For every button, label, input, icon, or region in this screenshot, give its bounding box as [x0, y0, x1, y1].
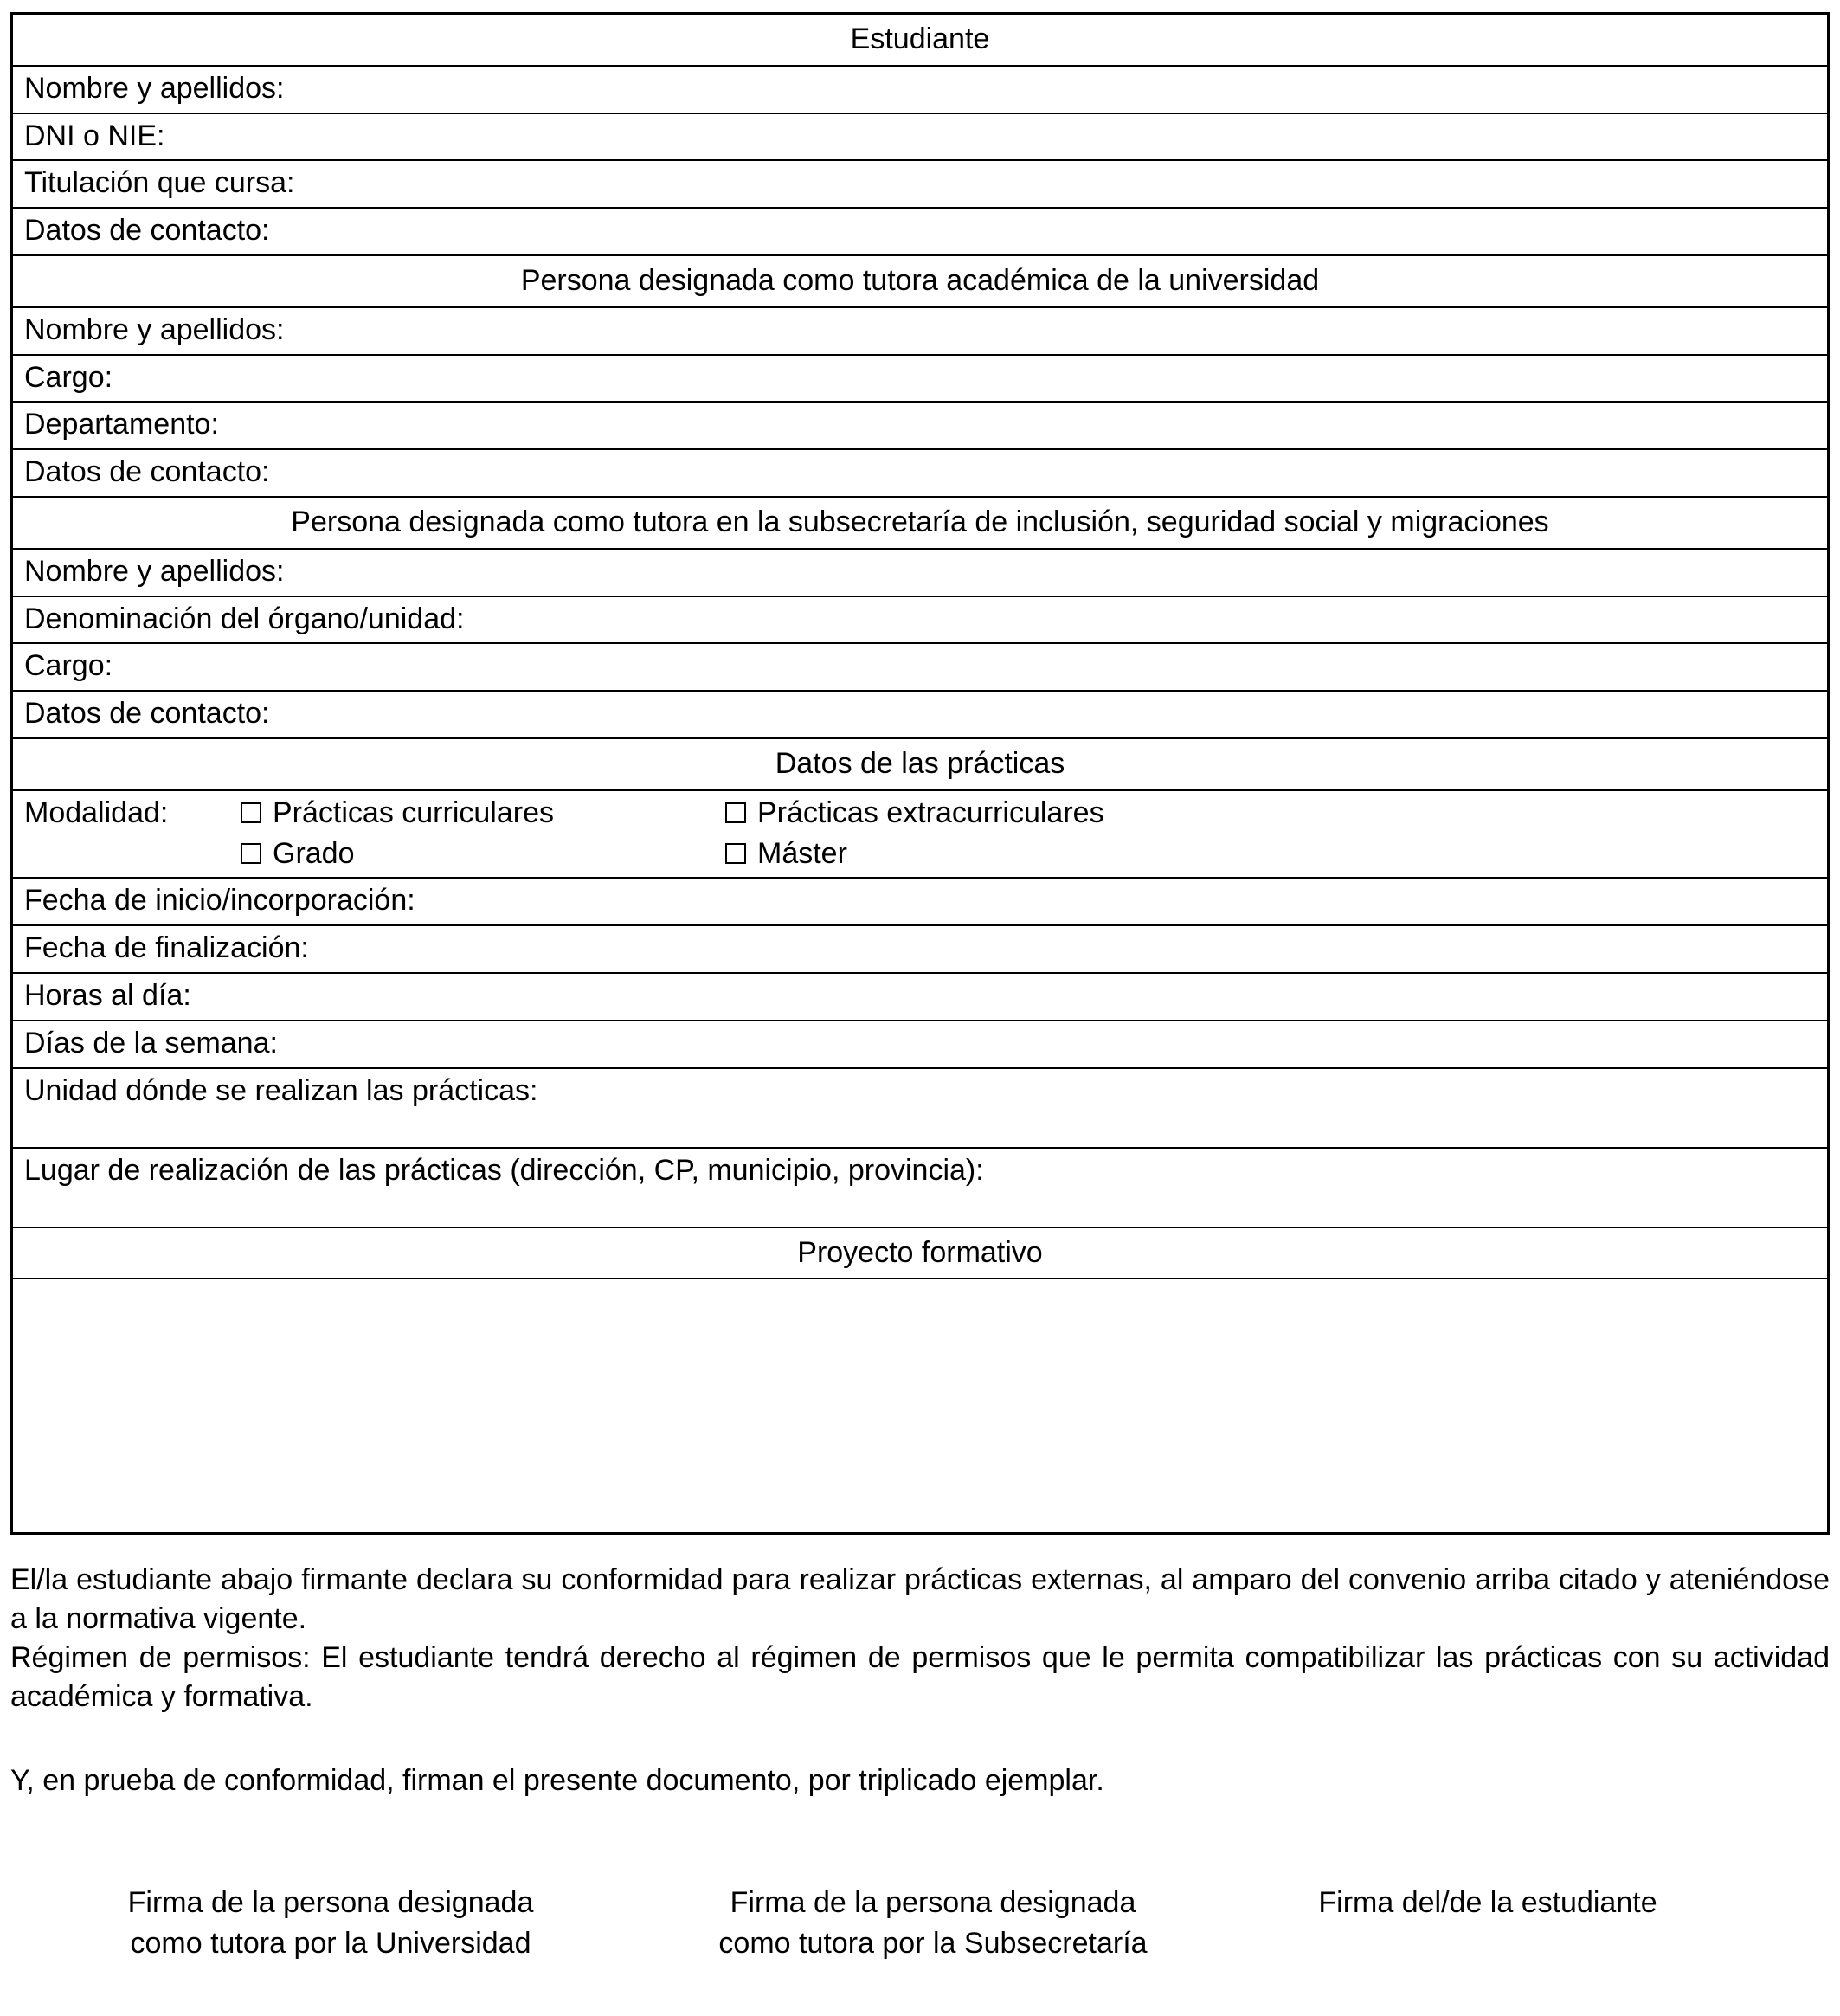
field-row-fecha-finalizacion[interactable]	[13, 926, 1827, 974]
field-label: Días de la semana:	[24, 1026, 278, 1060]
section-header-datos-practicas: Datos de las prácticas	[13, 739, 1827, 791]
section-header-tutora-universidad: Persona designada como tutora académica de la universidad	[13, 256, 1827, 308]
field-row-horas-dia[interactable]	[13, 974, 1827, 1021]
signature-label-line: Firma de la persona designada	[730, 1885, 1136, 1919]
checkbox-option-practicas-curriculares[interactable]	[241, 795, 725, 831]
field-label: Modalidad:	[24, 795, 169, 829]
field-row-estudiante-titulacion[interactable]	[13, 161, 1827, 209]
field-label: Fecha de finalización:	[24, 931, 309, 965]
field-label: Titulación que cursa:	[24, 166, 295, 200]
signature-label-line: como tutora por la Universidad	[130, 1926, 531, 1960]
field-row-dias-semana[interactable]	[13, 1021, 1827, 1069]
modalidad-options	[241, 795, 1104, 872]
field-row-tutora-sub-organo[interactable]	[13, 597, 1827, 645]
internship-form-table	[10, 12, 1830, 1535]
checkbox-icon[interactable]	[241, 843, 261, 864]
field-label: Datos de contacto:	[24, 214, 270, 248]
field-label: Datos de contacto:	[24, 455, 270, 489]
checkbox-label: Prácticas curriculares	[273, 795, 554, 829]
signature-universidad	[71, 1883, 590, 1964]
field-label: Cargo:	[24, 649, 113, 683]
field-row-estudiante-contacto[interactable]	[13, 209, 1827, 256]
field-row-tutora-uni-departamento[interactable]	[13, 403, 1827, 450]
field-row-tutora-uni-contacto[interactable]	[13, 450, 1827, 498]
field-row-tutora-uni-nombre[interactable]	[13, 308, 1827, 356]
checkbox-label: Máster	[757, 836, 847, 870]
field-row-tutora-sub-cargo[interactable]	[13, 644, 1827, 692]
conformidad-paragraph: Y, en prueba de conformidad, firman el presente documento, por triplicado ejemplar.	[10, 1763, 1104, 1797]
field-row-tutora-sub-contacto[interactable]	[13, 692, 1827, 739]
field-row-estudiante-dni[interactable]	[13, 114, 1827, 162]
checkbox-icon[interactable]	[725, 843, 746, 864]
field-row-tutora-uni-cargo[interactable]	[13, 356, 1827, 403]
field-label: Unidad dónde se realizan las prácticas:	[24, 1073, 538, 1107]
field-label: DNI o NIE:	[24, 119, 165, 152]
checkbox-option-grado[interactable]	[241, 836, 725, 872]
field-label: Nombre y apellidos:	[24, 312, 285, 346]
checkbox-label: Grado	[273, 836, 355, 870]
field-row-fecha-inicio[interactable]	[13, 879, 1827, 926]
field-row-unidad-practicas[interactable]	[13, 1069, 1827, 1149]
field-label: Horas al día:	[24, 978, 191, 1012]
field-label: Nombre y apellidos:	[24, 554, 285, 588]
signature-estudiante	[1276, 1883, 1700, 1964]
checkbox-icon[interactable]	[725, 802, 746, 823]
field-label: Denominación del órgano/unidad:	[24, 602, 465, 635]
field-row-modalidad	[13, 791, 1827, 879]
declaration-paragraph: El/la estudiante abajo firmante declara su conformidad para realizar prácticas externas, al amparo del convenio arriba citado y ateniéndose a la normativa vigente.	[10, 1563, 1830, 1636]
proyecto-formativo-content[interactable]	[13, 1279, 1827, 1532]
signature-label-line: como tutora por la Subsecretaría	[718, 1926, 1148, 1960]
field-label: Fecha de inicio/incorporación:	[24, 884, 415, 918]
section-header-tutora-subsecretaria: Persona designada como tutora en la subsecretaría de inclusión, seguridad social y migraciones	[13, 498, 1827, 550]
signature-label-line: Firma de la persona designada	[127, 1885, 534, 1919]
field-row-lugar-practicas[interactable]	[13, 1149, 1827, 1228]
section-header-proyecto-formativo: Proyecto formativo	[13, 1228, 1827, 1280]
field-label: Lugar de realización de las prácticas (dirección, CP, municipio, provincia):	[24, 1153, 984, 1187]
checkbox-icon[interactable]	[241, 802, 261, 823]
field-row-tutora-sub-nombre[interactable]	[13, 550, 1827, 597]
field-label: Cargo:	[24, 360, 113, 394]
signature-subsecretaria	[665, 1883, 1201, 1964]
field-label: Datos de contacto:	[24, 697, 270, 731]
field-label: Nombre y apellidos:	[24, 71, 285, 105]
body-text	[10, 1561, 1830, 1800]
signature-label-line: Firma del/de la estudiante	[1318, 1885, 1657, 1919]
permisos-paragraph: Régimen de permisos: El estudiante tendrá derecho al régimen de permisos que le permita compatibilizar las prácticas con su actividad académica y formativa.	[10, 1641, 1830, 1713]
signature-section	[71, 1883, 1700, 1964]
checkbox-label: Prácticas extracurriculares	[757, 795, 1104, 829]
field-label: Departamento:	[24, 408, 219, 441]
checkbox-option-master[interactable]	[725, 836, 1104, 872]
checkbox-option-practicas-extracurriculares[interactable]	[725, 795, 1104, 831]
section-header-estudiante: Estudiante	[13, 15, 1827, 67]
field-row-estudiante-nombre[interactable]	[13, 67, 1827, 114]
